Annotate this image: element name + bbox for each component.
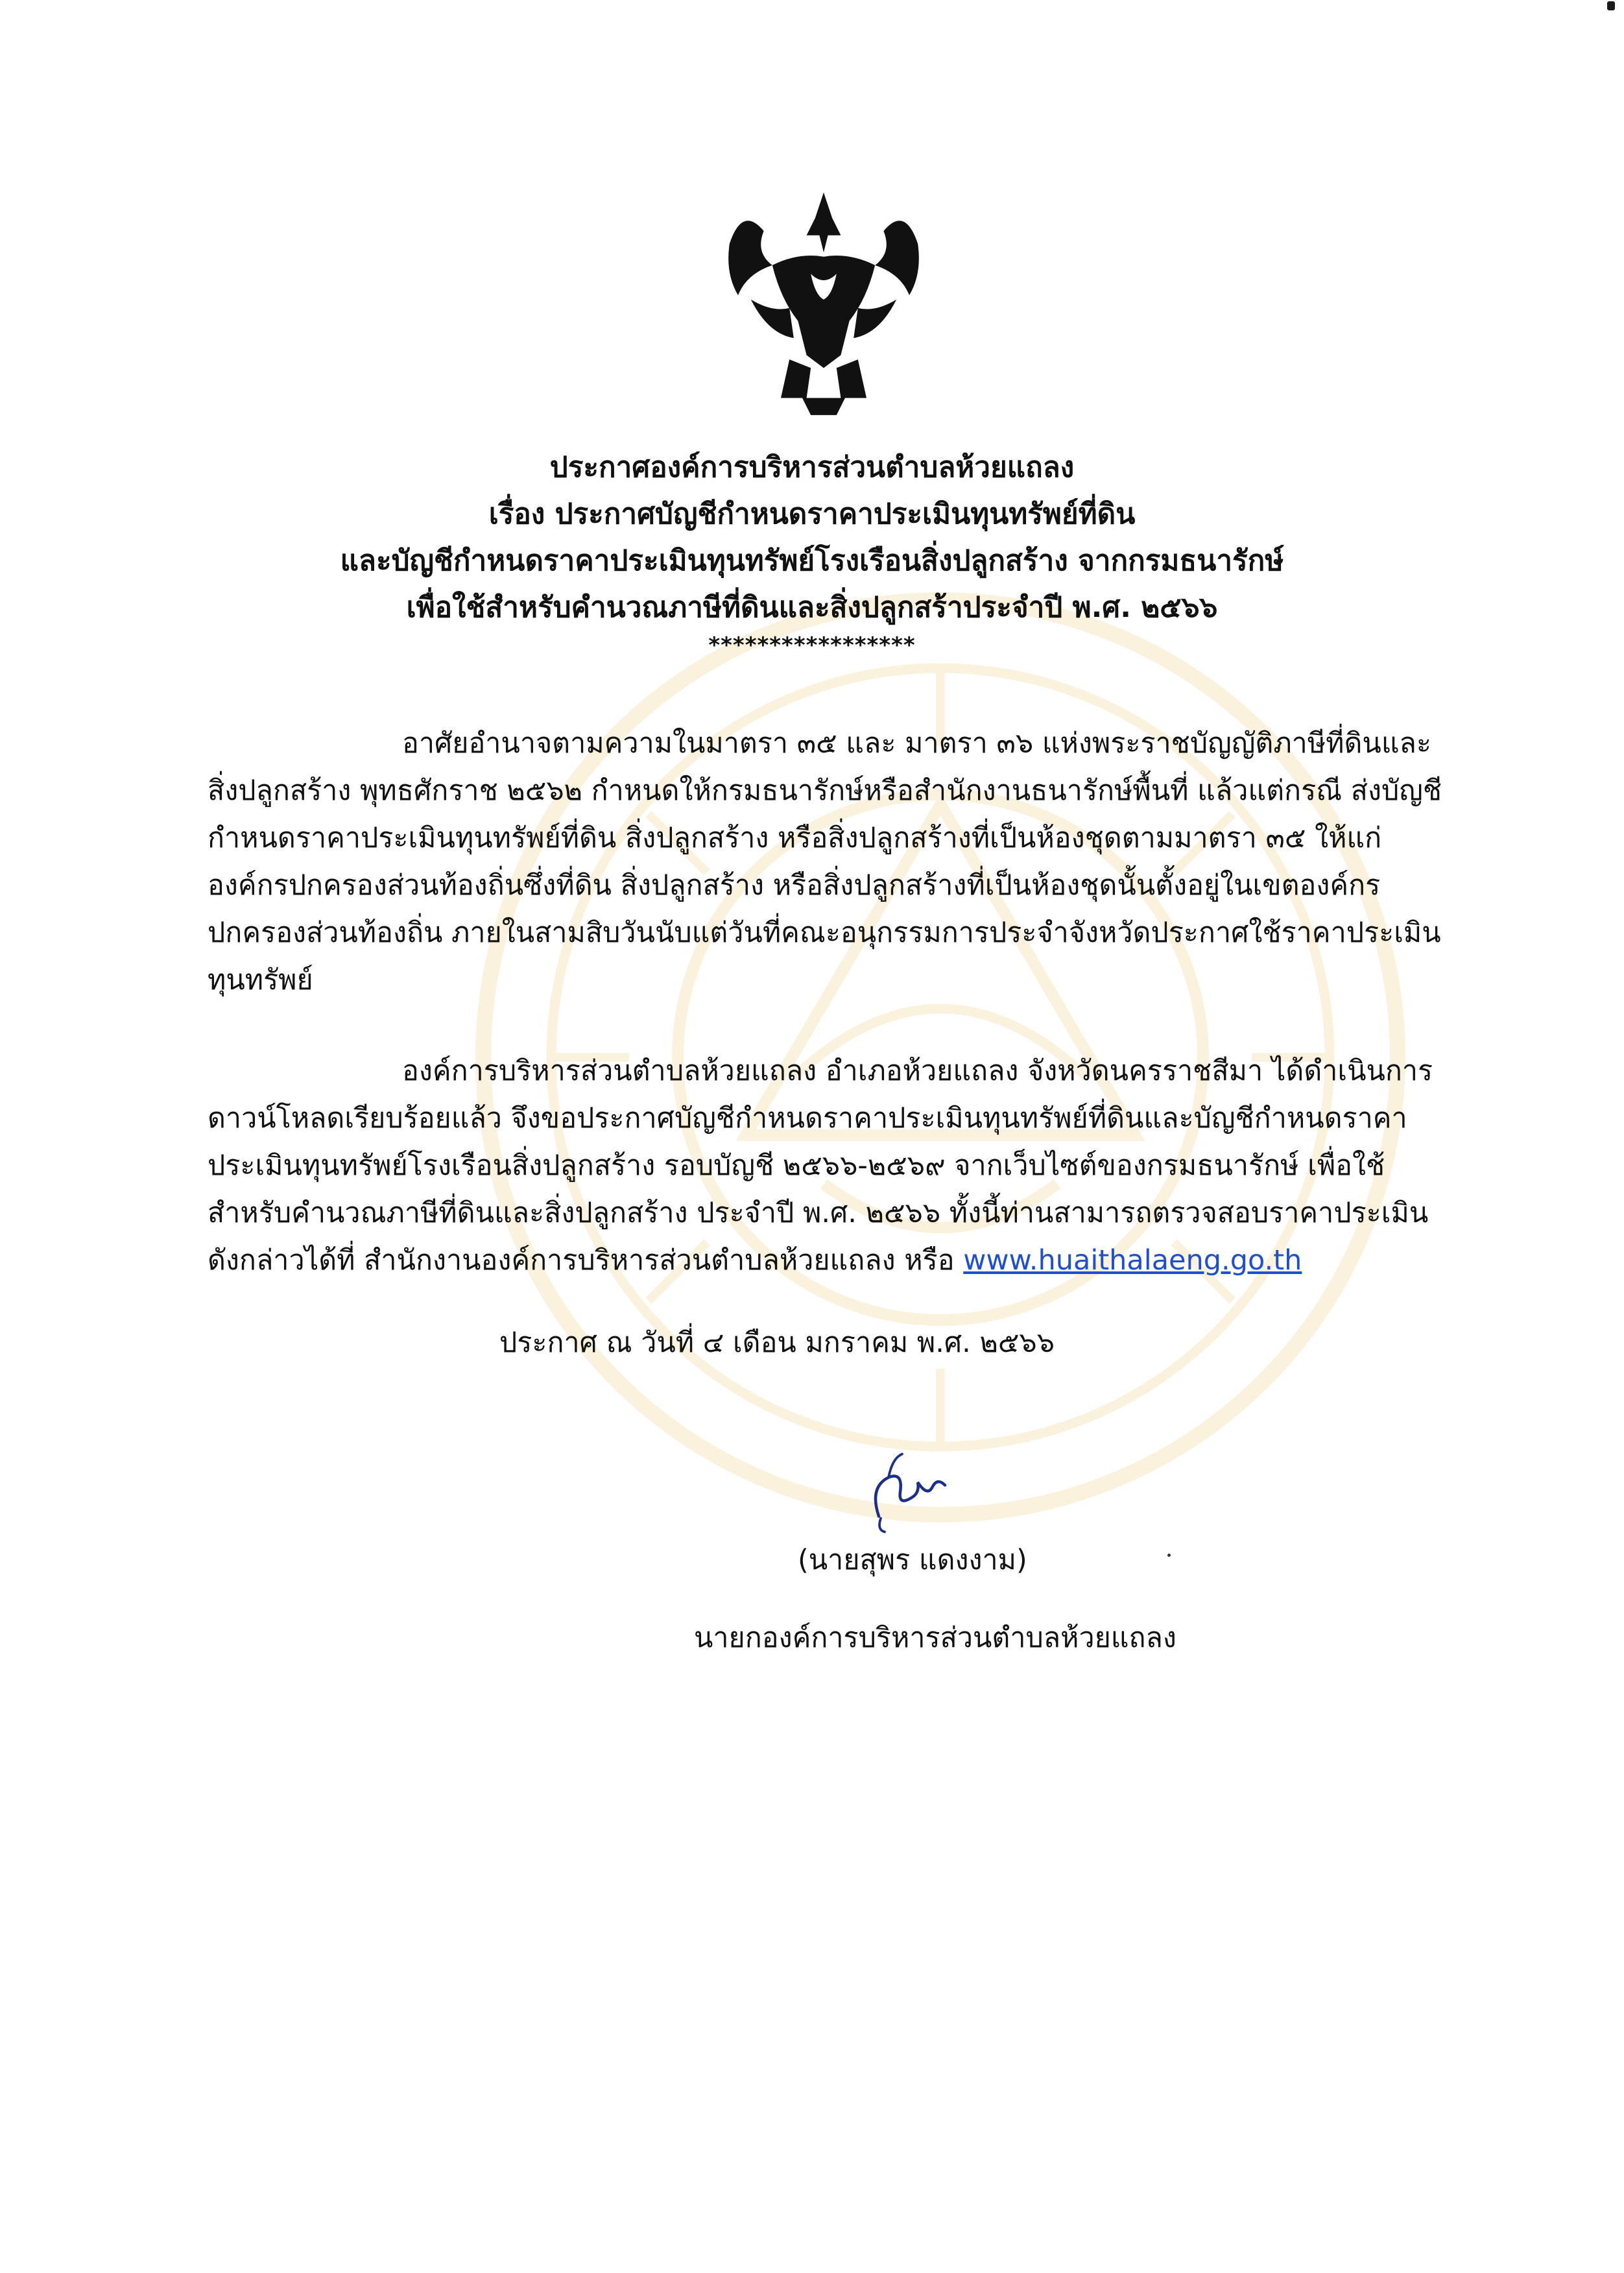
announcement-subject: เรื่อง ประกาศบัญชีกำหนดราคาประเมินทุนทรัพย์ที่ดิน [488,498,1136,531]
announcement-subject-line3: เพื่อใช้สำหรับคำนวณภาษีที่ดินและสิ่งปลูกสร้าประจำปี พ.ศ. ๒๕๖๖ [406,591,1218,624]
paragraph-legal-basis [208,720,1442,1004]
signer-name: (นายสุพร แดงงาม) [798,1544,1027,1576]
paragraph-line: ทุนทรัพย์ [208,964,313,996]
paragraph-line: ดาวน์โหลดเรียบร้อยแล้ว จึงขอประกาศบัญชีกำหนดราคาประเมินทุนทรัพย์ที่ดินและบัญชีกำหนดราคา [208,1102,1407,1135]
paragraph-line: ปกครองส่วนท้องถิ่น ภายในสามสิบวันนับแต่วันที่คณะอนุกรรมการประจำจังหวัดประกาศใช้ราคาประเมิน [208,917,1441,949]
paragraph-line: กำหนดราคาประเมินทุนทรัพย์ที่ดิน สิ่งปลูกสร้าง หรือสิ่งปลูกสร้างที่เป็นห้องชุดตามมาตรา ๓๕ ให้แก่ [208,822,1382,854]
scan-corner-mark [1607,1,1615,10]
paragraph-announcement [208,1048,1433,1284]
paragraph-line: สิ่งปลูกสร้าง พุทธศักราช ๒๕๖๒ กำหนดให้กรมธนารักษ์หรือสำนักงานธนารักษ์พื้นที่ แล้วแต่กรณี ส่งบัญชี [208,775,1442,807]
paragraph-line: อาศัยอำนาจตามความในมาตรา ๓๕ และ มาตรา ๓๖ แห่งพระราชบัญญัติภาษีที่ดินและ [402,727,1431,760]
announcement-title: ประกาศองค์การบริหารส่วนตำบลห้วยแถลง [549,451,1075,484]
paragraph-line: ประเมินทุนทรัพย์โรงเรือนสิ่งปลูกสร้าง รอบบัญชี ๒๕๖๖-๒๕๖๙ จากเว็บไซต์ของกรมธนารักษ์ เพื่อใช้ [208,1149,1385,1182]
signature-icon [859,1447,957,1537]
website-link[interactable]: www.huaithalaeng.go.th [963,1244,1302,1277]
scan-speck [1167,1554,1171,1557]
paragraph-line: องค์กรปกครองส่วนท้องถิ่นซึ่งที่ดิน สิ่งปลูกสร้าง หรือสิ่งปลูกสร้างที่เป็นห้องชุดนั้นตั้งอยู่ในเขตองค์กร [208,869,1381,902]
paragraph-line-with-link [208,1237,1427,1284]
announcement-subject-line2: และบัญชีกำหนดราคาประเมินทุนทรัพย์โรงเรือนสิ่งปลูกสร้าง จากกรมธนารักษ์ [340,544,1284,577]
paragraph-line: องค์การบริหารส่วนตำบลห้วยแถลง อำเภอห้วยแถลง จังหวัดนครราชสีมา ได้ดำเนินการ [402,1055,1433,1087]
signer-title: นายกองค์การบริหารส่วนตำบลห้วยแถลง [694,1622,1176,1654]
paragraph-line: สำหรับคำนวณภาษีที่ดินและสิ่งปลูกสร้าง ประจำปี พ.ศ. ๒๕๖๖ ทั้งนี้ท่านสามารถตรวจสอบราคาประเมิน [208,1197,1429,1229]
garuda-emblem-icon [717,188,931,415]
paragraph-text: ดังกล่าวได้ที่ สำนักงานองค์การบริหารส่วนตำบลห้วยแถลง หรือ [208,1244,964,1277]
announcement-date: ประกาศ ณ วันที่ ๔ เดือน มกราคม พ.ศ. ๒๕๖๖ [499,1327,1055,1359]
heading-separator: ***************** [708,632,916,658]
